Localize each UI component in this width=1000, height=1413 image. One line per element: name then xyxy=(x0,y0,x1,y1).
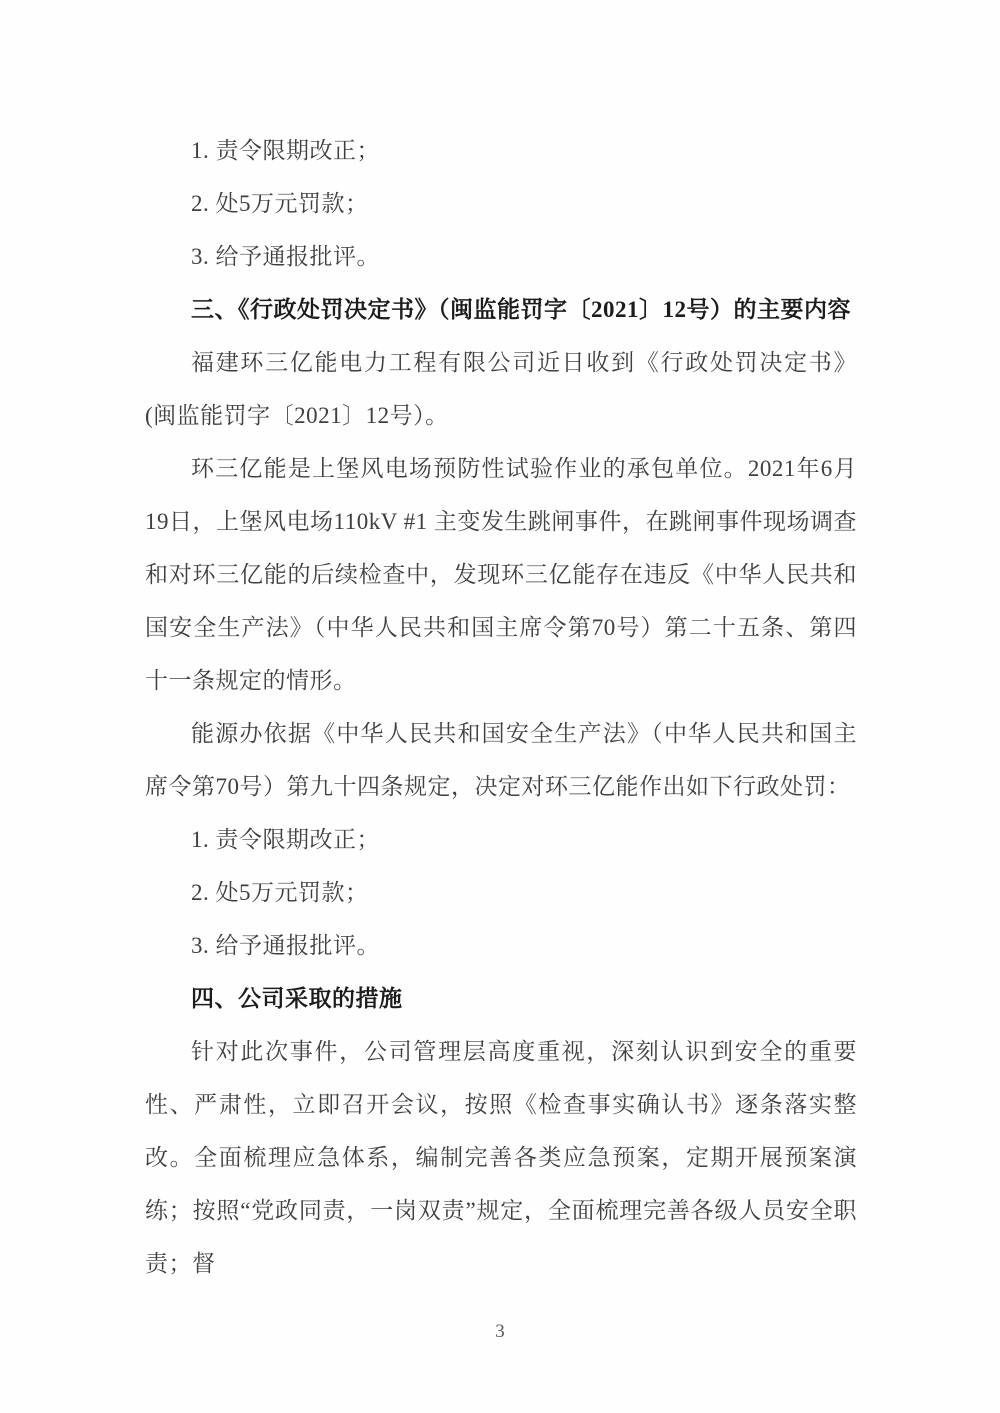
paragraph-company-measures: 针对此次事件，公司管理层高度重视，深刻认识到安全的重要性、严肃性，立即召开会议，按照《检查事实确认书》逐条落实整改。全面梳理应急体系，编制完善各类应急预案，定期开展预案演练；按照“党政同责，一岗双责”规定，全面梳理完善各级人员安全职责；督 xyxy=(145,1039,857,1276)
penalty-list-item-5: 2. 处5万元罚款； xyxy=(191,880,369,905)
paragraph-legal-basis: 能源办依据《中华人民共和国安全生产法》（中华人民共和国主席令第70号）第九十四条规定，决定对环三亿能作出如下行政处罚： xyxy=(145,721,857,799)
penalty-list-item-4: 1. 责令限期改正； xyxy=(191,827,380,852)
section-heading-three: 三、《行政处罚决定书》（闽监能罚字〔2021〕12号）的主要内容 xyxy=(191,297,851,322)
penalty-list-item-2: 2. 处5万元罚款； xyxy=(191,191,369,216)
penalty-list-item-1: 1. 责令限期改正； xyxy=(191,138,380,163)
paragraph-incident-description: 环三亿能是上堡风电场预防性试验作业的承包单位。2021年6月19日，上堡风电场110kV #1 主变发生跳闸事件，在跳闸事件现场调查和对环三亿能的后续检查中，发现环三亿能存在违反《中华人民共和国安全生产法》（中华人民共和国主席令第70号）第二十五条、第四十一条规定的情形。 xyxy=(145,456,857,693)
section-heading-four: 四、公司采取的措施 xyxy=(191,986,403,1011)
document-body xyxy=(145,124,857,1290)
paragraph-received-decision: 福建环三亿能电力工程有限公司近日收到《行政处罚决定书》(闽监能罚字〔2021〕12号）。 xyxy=(145,350,857,428)
penalty-list-item-3: 3. 给予通报批评。 xyxy=(191,244,380,269)
page-number: 3 xyxy=(495,1321,505,1342)
penalty-list-item-6: 3. 给予通报批评。 xyxy=(191,933,380,958)
